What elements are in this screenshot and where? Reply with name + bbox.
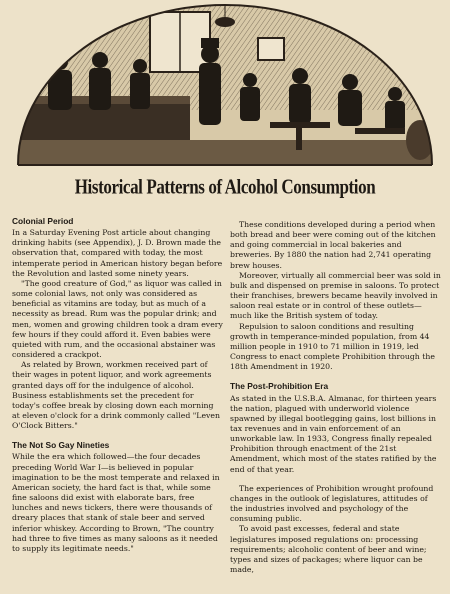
paragraph: The experiences of Prohibition wrought profound changes in the outlook of legislatures, attitudes of the industries involved and psychology of the consuming public. [230, 483, 434, 524]
paragraph: While the era which followed—the four decades preceding World War I—is believed in popular imagination to be the most temperate and relaxed in American society, the hard fact is that, while some fine saloons did exist with elaborate bars, free lunches and news tickers, there were thousands of dreary places that stank of stale beer and served inferior whiskey. According to Brown, "The country had three to five times as many saloons as it needed to supply its legitimate needs." [12, 452, 220, 553]
paragraph: In a Saturday Evening Post article about changing drinking habits (see Appendix), J. D. Brown made the observation that, compared with today, the most intemperate period in American history began before the Revolution and lasted some ninety years. [12, 228, 223, 278]
paragraph: Repulsion to saloon conditions and resulting growth in temperance-minded population, from 44 million people in 1910 to 71 million in 1919, led Congress to enact complete Prohibition through the 18th Amendment in 1920. [230, 321, 435, 372]
saloon-illustration [0, 0, 450, 168]
page-title: Historical Patterns of Alcohol Consumption [74, 174, 376, 199]
right-column [230, 220, 442, 575]
paragraph: These conditions developed during a period when both bread and beer were coming out of the kitchen and going commercial in local bakeries and breweries. By 1880 the nation had 2,741 operating brew houses. [230, 220, 436, 270]
paragraph: "The good creature of God," as liquor was called in some colonial laws, not only was considered as beneficial as vitamins are today, but as much of a necessity as bread. Rum was the popular drink; and men, women and growing children took a dram every few hours if they could afford it. Even babies were quieted with rum, and the occasional abstainer was considered a crackpot. [12, 278, 223, 360]
paragraph: To avoid past excesses, federal and state legislatures imposed regulations on: processing requirements; alcoholic content of beer and wine; types and sizes of packages; where liquor can be made, [230, 524, 427, 574]
paragraph: Moreover, virtually all commercial beer was sold in bulk and dispensed on premise in saloons. To protect their franchises, brewers became heavily involved in saloon real estate or in control of these outlets—much like the British system of today. [230, 270, 441, 321]
section-heading: The Post-Prohibition Era [230, 381, 329, 392]
section-heading: Colonial Period [12, 216, 74, 226]
section-heading: The Not So Gay Nineties [12, 440, 110, 451]
left-column [12, 216, 223, 554]
paragraph: As stated in the U.S.B.A. Almanac, for thirteen years the nation, plagued with underworld violence spawned by illegal bootlegging gains, lost billions in tax revenues and in vain enforcement of an unworkable law. In 1933, Congress finally repealed Prohibition through enactment of the 21st Amendment, which most of the states ratified by the end of that year. [230, 393, 437, 474]
paragraph: As related by Brown, workmen received part of their wages in potent liquor, and work agreements granted days off for the indulgence of alcohol. Business establishments set the precedent for today's coffee break by closing down each morning at eleven o'clock for a drink commonly called "Leven O'Clock Bitters." [12, 360, 220, 431]
